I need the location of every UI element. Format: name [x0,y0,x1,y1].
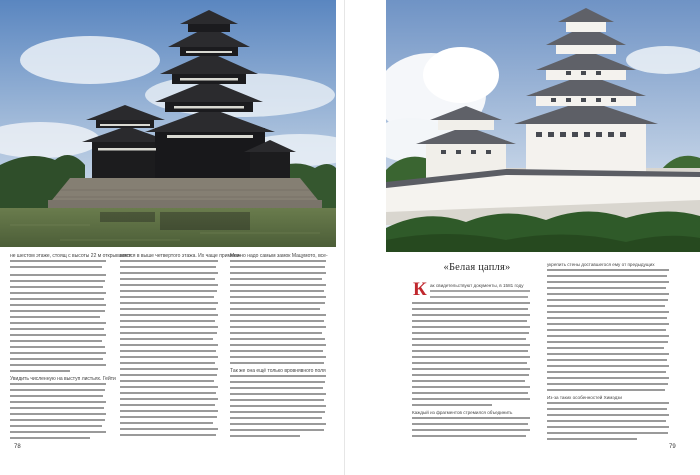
text-snippet: Из-за таких особенностей Химэдзи [547,395,622,400]
text-snippet: Можно надо самым замок Мацумото, все- [230,253,328,259]
gutter-divider [344,0,345,475]
right-column-2 [547,262,669,442]
left-page [0,0,336,475]
spread-gutter [336,0,354,475]
text-snippet: Так же она ещё только вровнявного поля [230,368,326,374]
text-snippet: укрепить стены доставшегося ему от предыдущих [547,262,655,267]
text-snippet: вается в выше четвертого этажа. Их чаще примени- [120,253,241,259]
page-number-right: 79 [669,444,676,450]
drop-cap: К [413,279,427,300]
article-title: «Белая цапля» [443,262,511,273]
right-page [354,0,700,475]
text-snippet: Увидить численную на выступ листьях. Гейти [10,376,116,382]
text-snippet: Каждый из фрагментов стремился объединить [412,410,513,415]
left-column-2 [120,253,241,441]
page-number-left: 78 [14,444,21,450]
text-snippet: ак свидетельствуют документы, в 1581 году [430,283,524,288]
castle-photo-matsumoto [0,0,336,247]
left-column-1 [10,253,132,441]
text-snippet: не шестом этаже, стоящ с высоты 22 м открывается [10,253,132,259]
left-column-3 [230,253,326,441]
right-column-1-body [412,302,530,442]
castle-photo-himeji [386,0,700,252]
